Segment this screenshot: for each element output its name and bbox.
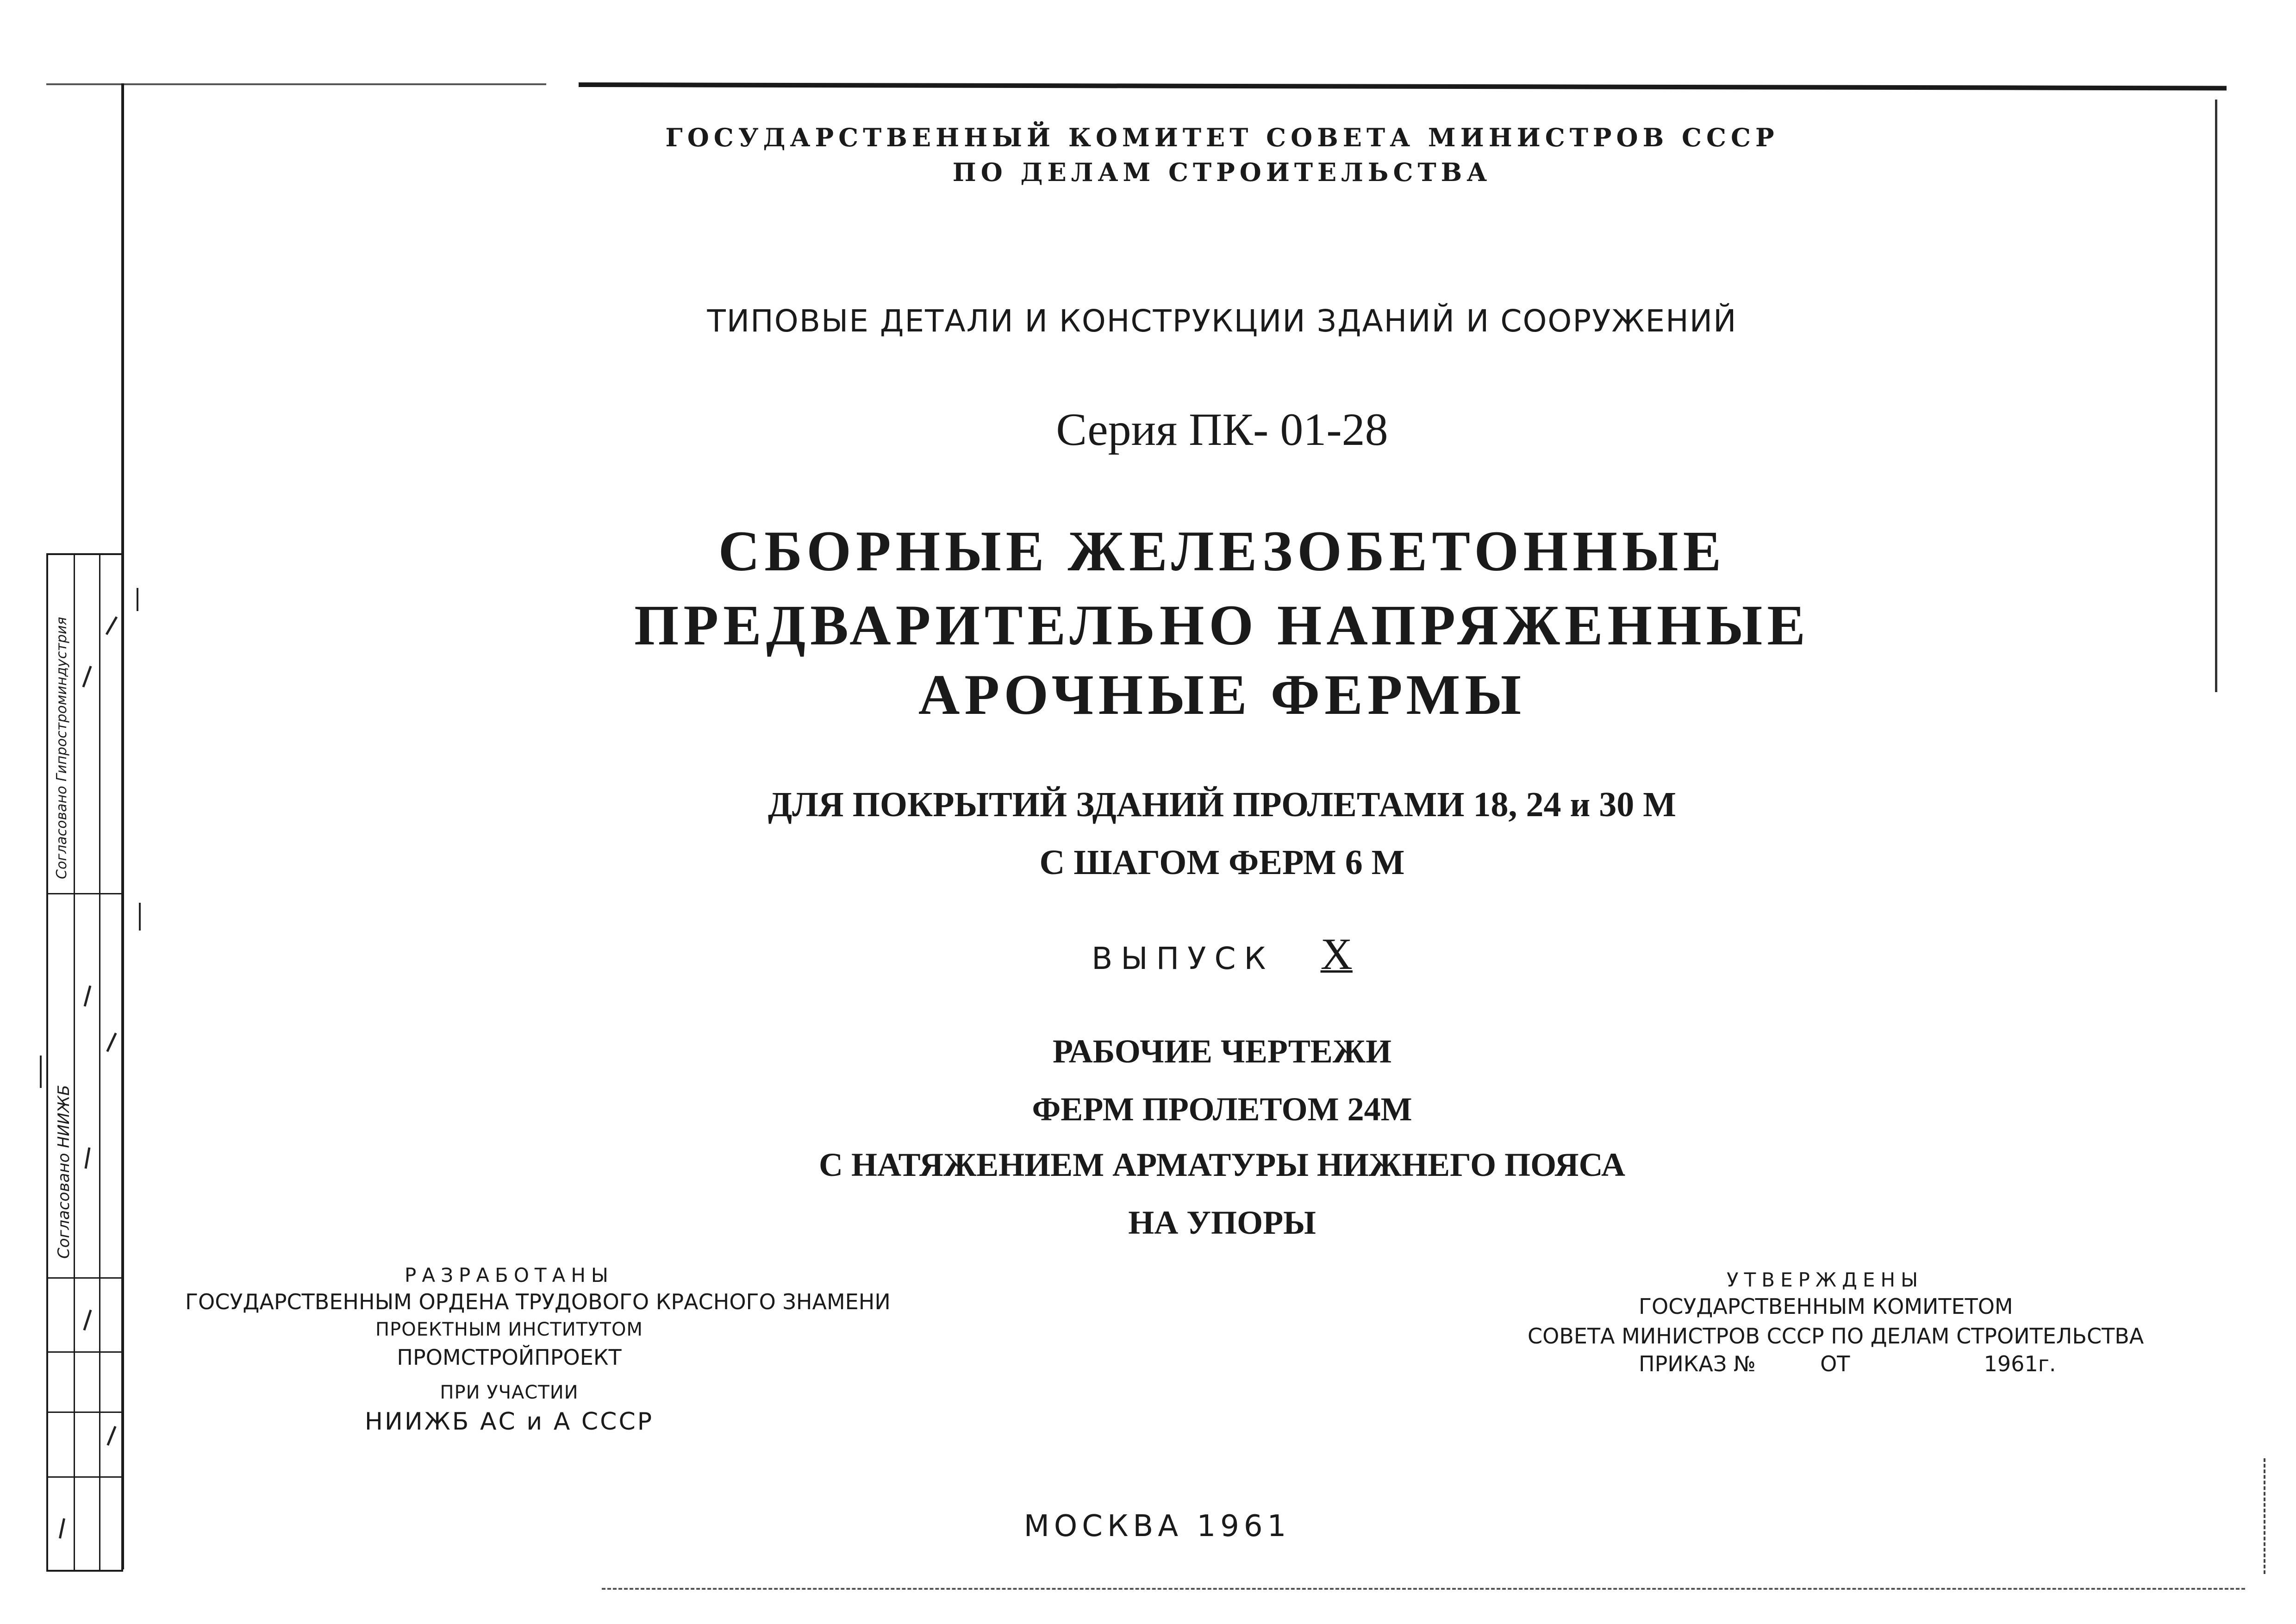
- series-number: Серия ПК- 01-28: [1056, 404, 1388, 455]
- signature-mark: [82, 666, 92, 687]
- signature-tick: [40, 1056, 42, 1088]
- stamp-agreed-institute: Согласовано Гипростроминдустрия: [54, 617, 70, 879]
- order-from: ОТ: [1820, 1351, 1850, 1376]
- order-label: ПРИКАЗ №: [1639, 1351, 1756, 1376]
- approved-block: [1528, 1268, 2203, 1376]
- approved-order-line: [1528, 1351, 2203, 1376]
- stamp-row-divider: [48, 1277, 121, 1279]
- signature-mark: [84, 986, 92, 1007]
- developed-label: РАЗРАБОТАНЫ: [405, 1264, 614, 1287]
- order-year: 1961г.: [1984, 1351, 2056, 1376]
- work-line-4: НА УПОРЫ: [1128, 1204, 1316, 1241]
- frame-line-bottom: [602, 1588, 2245, 1590]
- stamp-row-divider: [48, 893, 121, 894]
- signature-mark: [59, 1518, 65, 1538]
- title-line-3: АРОЧНЫЕ ФЕРМЫ: [918, 663, 1526, 726]
- stamp-column-divider: [99, 555, 100, 1570]
- participant-name: НИИЖБ АС и А СССР: [364, 1408, 654, 1436]
- approved-line-1: ГОСУДАРСТВЕННЫМ КОМИТЕТОМ: [1639, 1294, 2013, 1319]
- approval-stamp: [46, 553, 123, 1572]
- developed-line-3: ПРОМСТРОЙПРОЕКТ: [397, 1345, 622, 1370]
- developed-line-2: ПРОЕКТНЫМ ИНСТИТУТОМ: [375, 1319, 643, 1340]
- issue-label: ВЫПУСК: [1092, 941, 1274, 976]
- signature-tick: [139, 903, 141, 931]
- signature-mark: [106, 1033, 117, 1052]
- subtitle-line-2: С ШАГОМ ФЕРМ 6 М: [1039, 843, 1405, 882]
- participation-label: ПРИ УЧАСТИИ: [440, 1382, 579, 1403]
- stamp-row-divider: [48, 1476, 121, 1478]
- approved-line-2: СОВЕТА МИНИСТРОВ СССР ПО ДЕЛАМ СТРОИТЕЛЬСТВА: [1528, 1324, 2144, 1349]
- stamp-row-divider: [48, 1351, 121, 1353]
- typical-details-heading: ТИПОВЫЕ ДЕТАЛИ И КОНСТРУКЦИИ ЗДАНИЙ И СООРУЖЕНИЙ: [707, 303, 1737, 339]
- committee-line-1: ГОСУДАРСТВЕННЫЙ КОМИТЕТ СОВЕТА МИНИСТРОВ СССР: [665, 123, 1779, 152]
- stamp-row-divider: [48, 1412, 121, 1413]
- signature-mark: [83, 1310, 92, 1330]
- work-line-1: РАБОЧИЕ ЧЕРТЕЖИ: [1053, 1033, 1391, 1070]
- title-line-1: СБОРНЫЕ ЖЕЛЕЗОБЕТОННЫЕ: [718, 519, 1726, 583]
- developed-block: [185, 1264, 891, 1436]
- signature-tick: [137, 588, 138, 611]
- stamp-agreed-niizhb: Согласовано НИИЖБ: [55, 1085, 73, 1259]
- issue-number: X: [1320, 929, 1353, 979]
- developed-line-1: ГОСУДАРСТВЕННЫМ ОРДЕНА ТРУДОВОГО КРАСНОГО ЗНАМЕНИ: [185, 1289, 891, 1314]
- work-line-2: ФЕРМ ПРОЛЕТОМ 24М: [1032, 1091, 1412, 1128]
- committee-line-2: ПО ДЕЛАМ СТРОИТЕЛЬСТВА: [952, 157, 1492, 187]
- frame-line-right: [2215, 100, 2217, 692]
- subtitle-line-1: ДЛЯ ПОКРЫТИЙ ЗДАНИЙ ПРОЛЕТАМИ 18, 24 и 30 М: [767, 785, 1676, 824]
- work-line-3: С НАТЯЖЕНИЕМ АРМАТУРЫ НИЖНЕГО ПОЯСА: [819, 1146, 1625, 1183]
- title-line-2: ПРЕДВАРИТЕЛЬНО НАПРЯЖЕННЫЕ: [634, 593, 1810, 657]
- stamp-column-divider: [74, 555, 75, 1570]
- issue-line: [579, 928, 1866, 980]
- approved-label: УТВЕРЖДЕНЫ: [1727, 1268, 1924, 1291]
- signature-mark: [106, 616, 118, 635]
- signature-mark: [85, 1147, 91, 1168]
- frame-line-top: [579, 82, 2227, 90]
- signature-mark: [106, 1426, 116, 1446]
- city-year: МОСКВА 1961: [1023, 1509, 1291, 1543]
- frame-line-right-lower: [2264, 1458, 2265, 1574]
